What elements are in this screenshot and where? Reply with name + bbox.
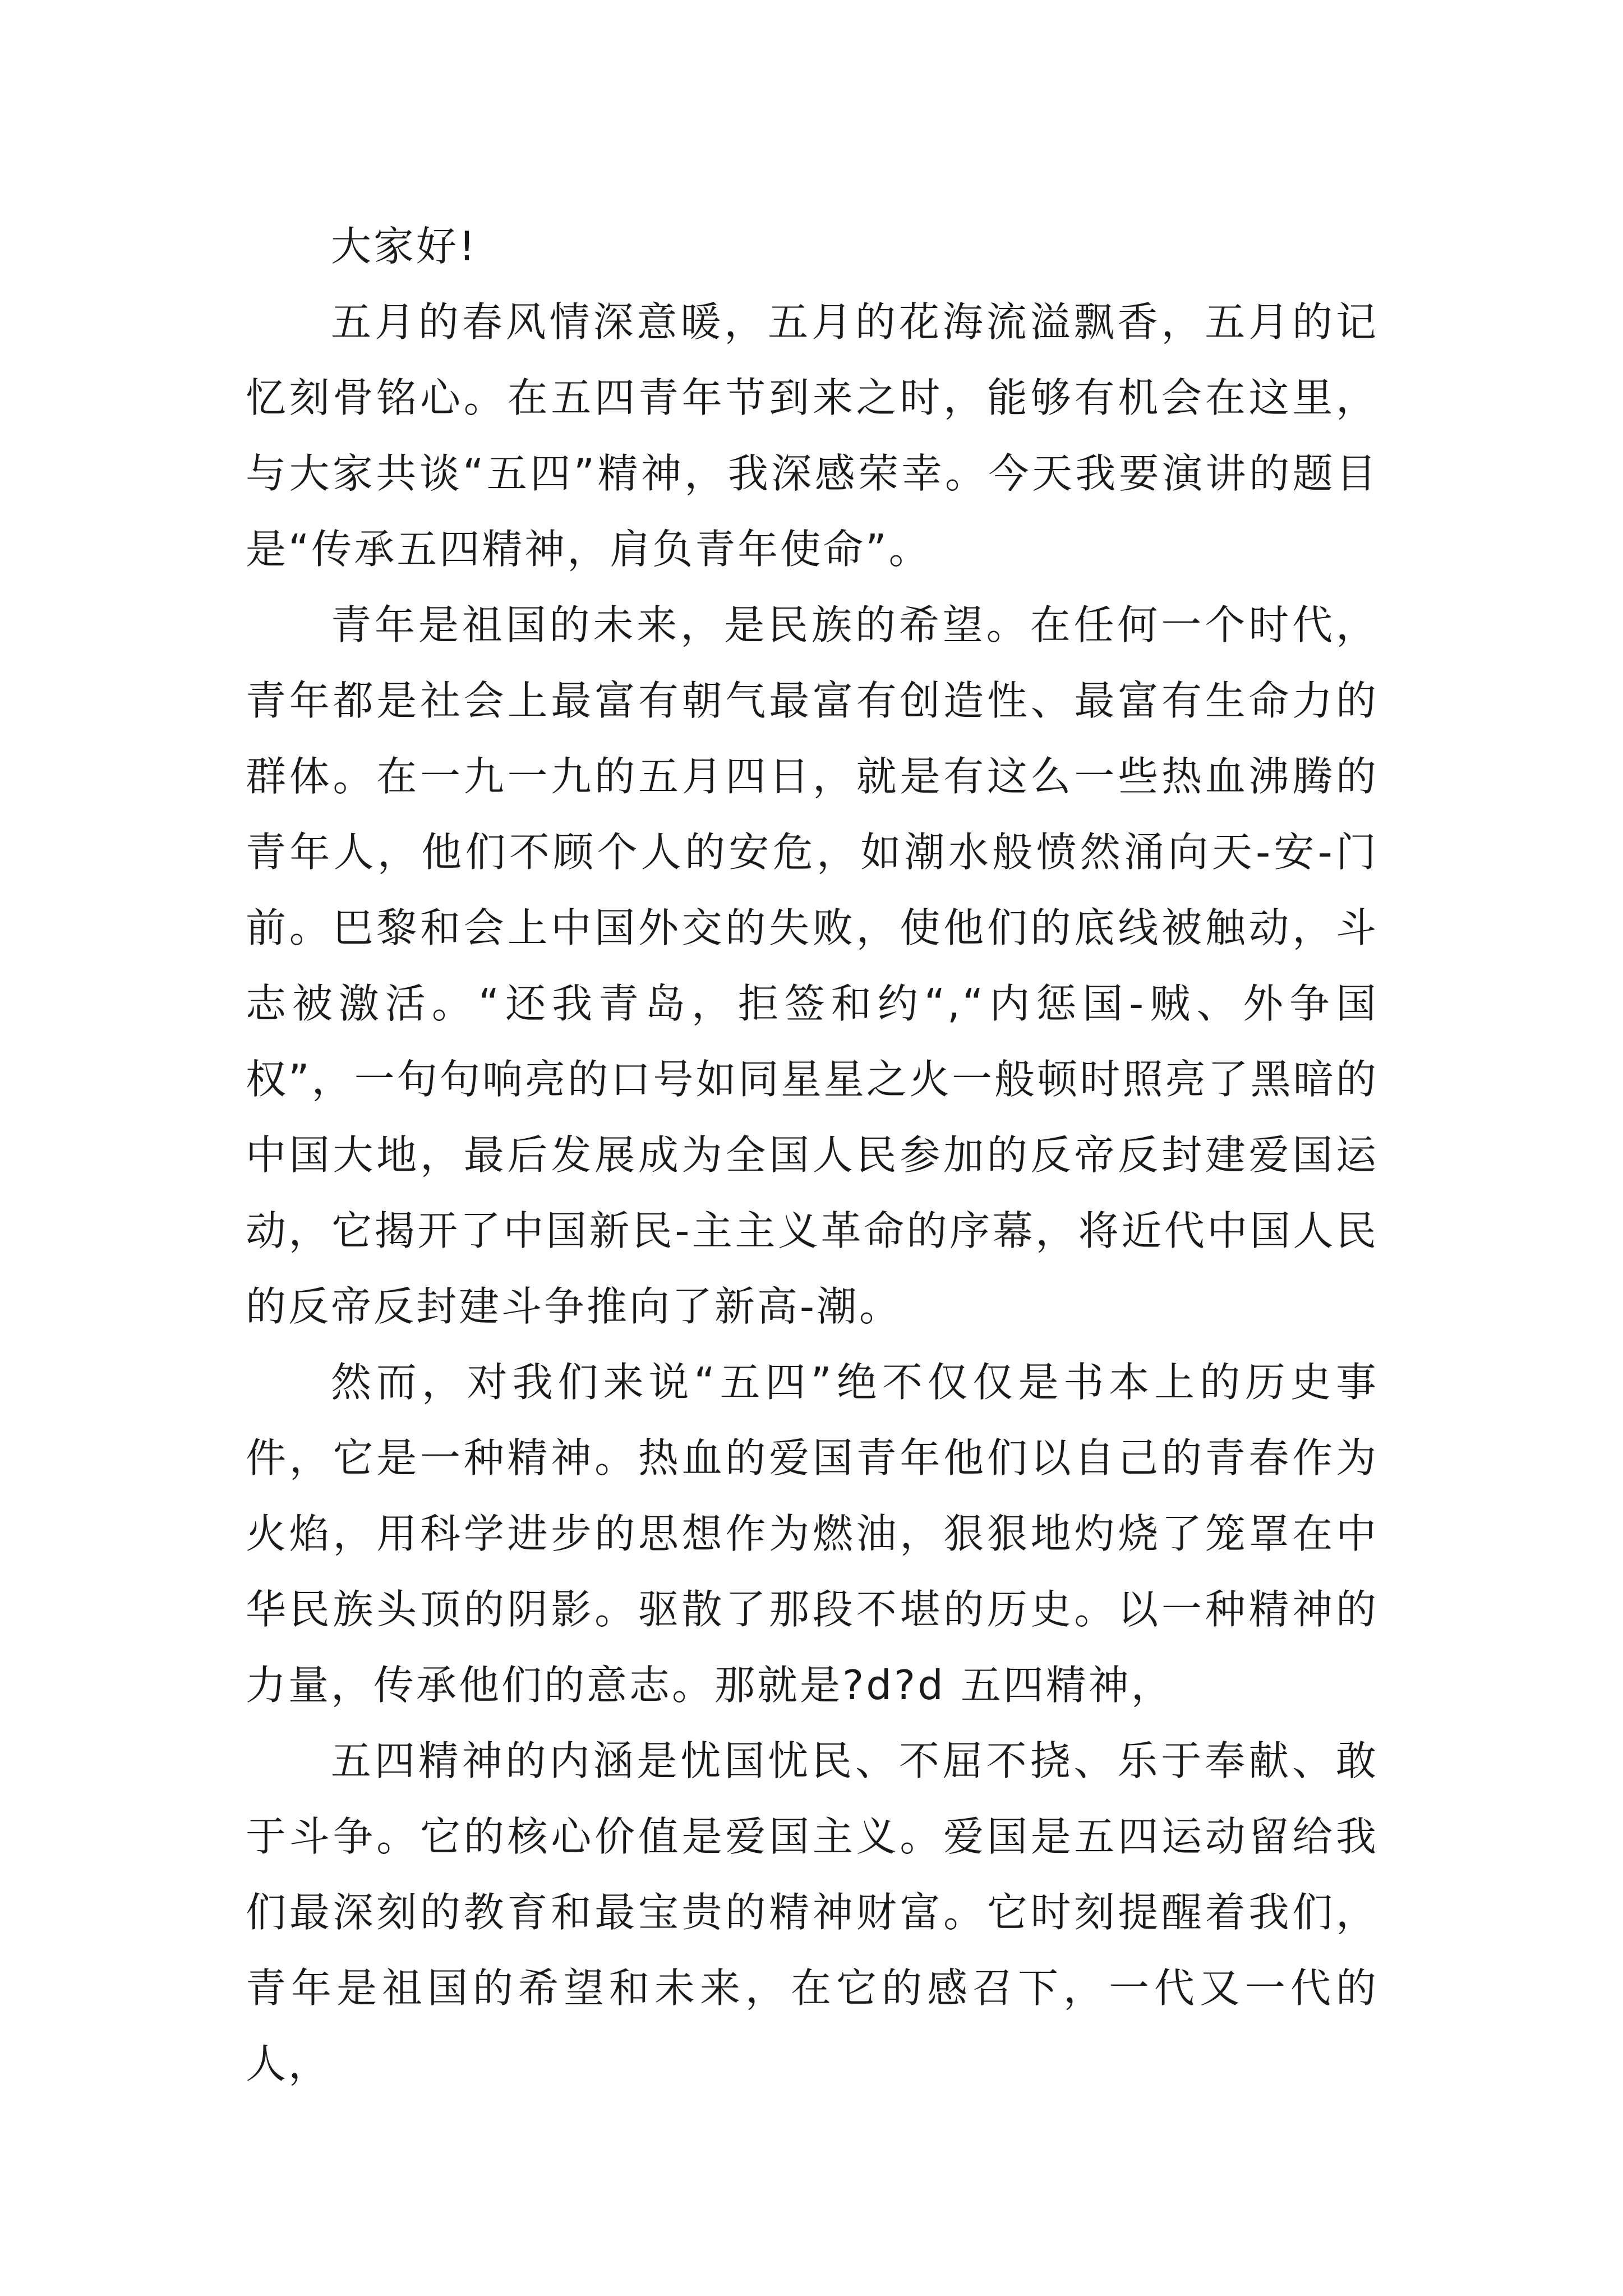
paragraph-spirit: 然而，对我们来说“五四”绝不仅仅是书本上的历史事件，它是一种精神。热血的爱国青年他们以自己的青春作为火焰，用科学进步的思想作为燃油，狠狠地灼烧了笼罩在中华民族头顶的阴影。驱散了那段不堪的历史。以一种精神的力量，传承他们的意志。那就是?d?d 五四精神，	[246, 1359, 1378, 1709]
paragraph-greeting: 大家好!	[331, 223, 477, 270]
paragraph-meaning: 五四精神的内涵是忧国忧民、不屈不挠、乐于奉献、敢于斗争。它的核心价值是爱国主义。爱国是五四运动留给我们最深刻的教育和最宝贵的精神财富。它时刻提醒着我们，青年是祖国的希望和未来，在它的感召下，一代又一代的人，	[246, 1737, 1378, 2087]
speech-body	[246, 209, 1378, 2102]
paragraph-youth-history: 青年是祖国的未来，是民族的希望。在任何一个时代，青年都是社会上最富有朝气最富有创造性、最富有生命力的群体。在一九一九的五月四日，就是有这么一些热血沸腾的青年人，他们不顾个人的安危，如潮水般愤然涌向天-安-门前。巴黎和会上中国外交的失败，使他们的底线被触动，斗志被激活。“还我青岛，拒签和约“,“内惩国-贼、外争国权”，一句句响亮的口号如同星星之火一般顿时照亮了黑暗的中国大地，最后发展成为全国人民参加的反帝反封建爱国运动，它揭开了中国新民-主主义革命的序幕，将近代中国人民的反帝反封建斗争推向了新高-潮。	[246, 601, 1378, 1330]
paragraph-intro: 五月的春风情深意暖，五月的花海流溢飘香，五月的记忆刻骨铭心。在五四青年节到来之时，能够有机会在这里，与大家共谈“五四”精神，我深感荣幸。今天我要演讲的题目是“传承五四精神，肩负青年使命”。	[246, 298, 1378, 573]
